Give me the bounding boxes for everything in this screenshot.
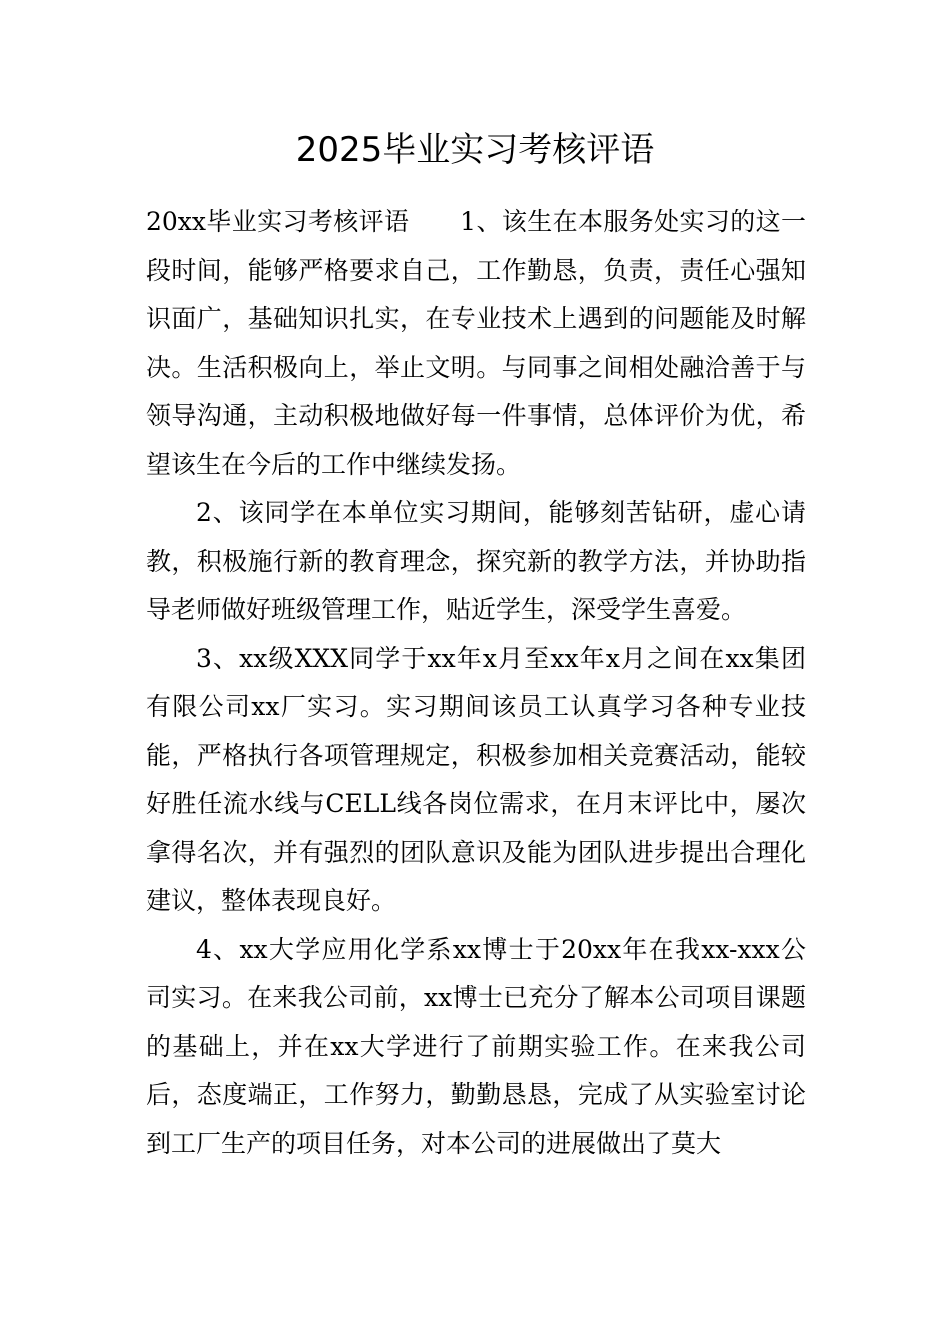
paragraph-1: 20xx毕业实习考核评语 1、该生在本服务处实习的这一段时间，能够严格要求自己，工作勤恳，负责，责任心强知识面广，基础知识扎实，在专业技术上遇到的问题能及时解决。生活积极向上，举止文明。与同事之间相处融洽善于与领导沟通，主动积极地做好每一件事情，总体评价为优，希望该生在今后的工作中继续发扬。 (146, 207, 806, 479)
paragraph-2: 2、该同学在本单位实习期间，能够刻苦钻研，虚心请教，积极施行新的教育理念，探究新的教学方法，并协助指导老师做好班级管理工作，贴近学生，深受学生喜爱。 (146, 498, 806, 624)
document-body (146, 198, 806, 1168)
paragraph-3: 3、xx级XXX同学于xx年x月至xx年x月之间在xx集团有限公司xx厂实习。实习期间该员工认真学习各种专业技能，严格执行各项管理规定，积极参加相关竞赛活动，能较好胜任流水线与CELL线各岗位需求，在月末评比中，屡次拿得名次，并有强烈的团队意识及能为团队进步提出合理化建议，整体表现良好。 (146, 643, 806, 915)
paragraph-4: 4、xx大学应用化学系xx博士于20xx年在我xx-xxx公司实习。在来我公司前，xx博士已充分了解本公司项目课题的基础上，并在xx大学进行了前期实验工作。在来我公司后，态度端正，工作努力，勤勤恳恳，完成了从实验室讨论到工厂生产的项目任务，对本公司的进展做出了莫大 (146, 934, 806, 1158)
document-title: 2025毕业实习考核评语 (295, 130, 655, 170)
